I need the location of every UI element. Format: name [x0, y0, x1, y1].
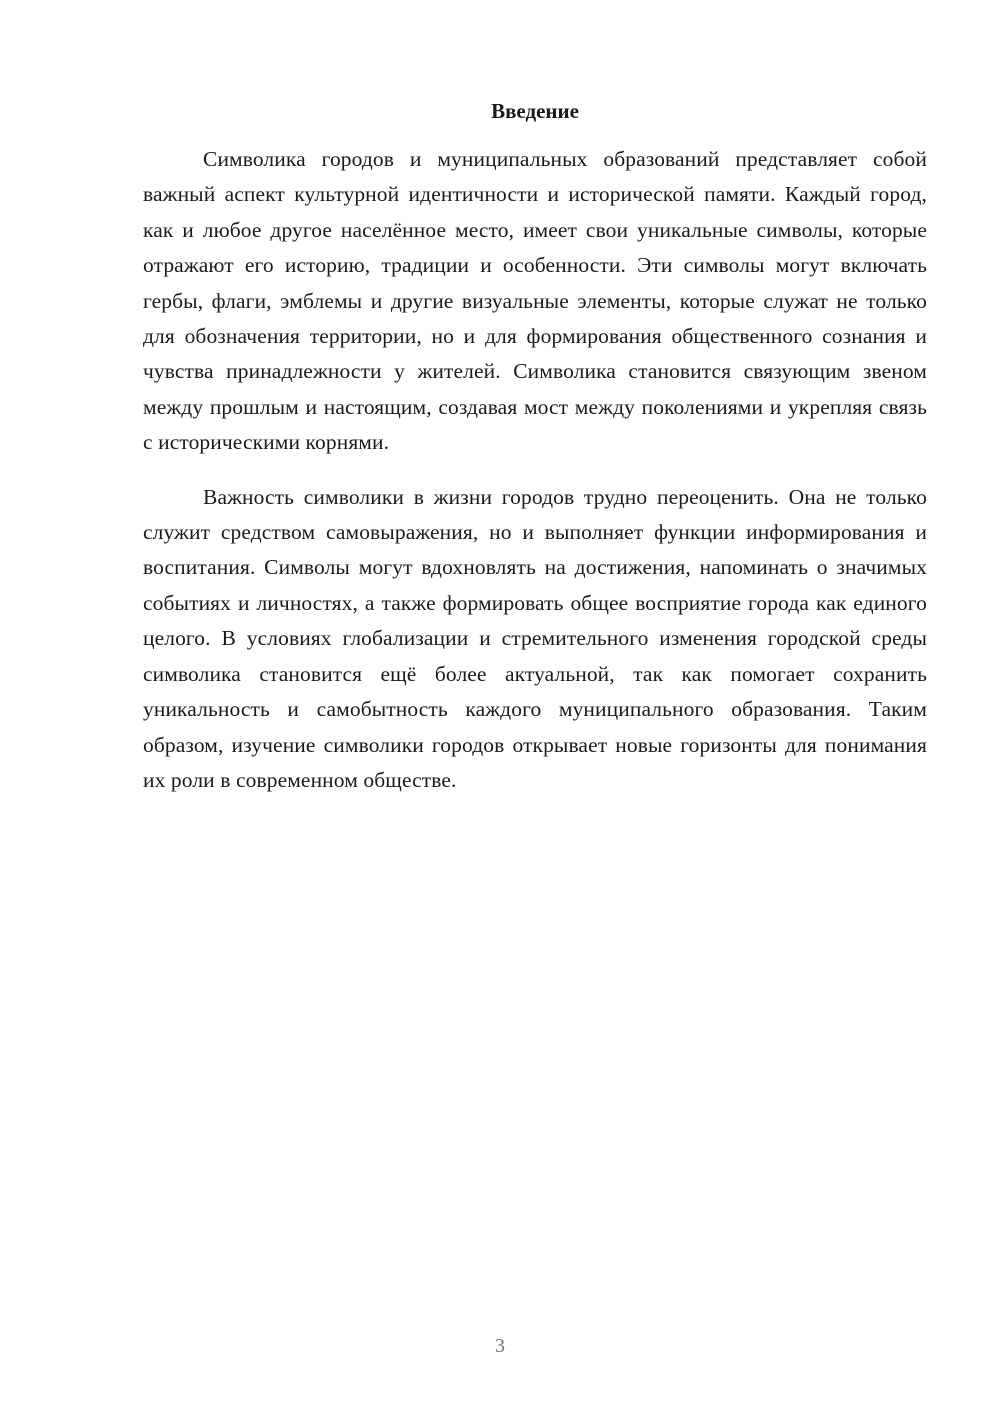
section-title: Введение: [491, 99, 579, 123]
section-body: [143, 142, 927, 817]
page-number: 3: [495, 1335, 505, 1357]
paragraph-1: Символика городов и муниципальных образований представляет собой важный аспект культурной идентичности и исторической памяти. Каждый город, как и любое другое населённое место, имеет свои уникальные символы, которые отражают его историю, традиции и особенности. Эти символы могут включать гербы, флаги, эмблемы и другие визуальные элементы, которые служат не только для обозначения территории, но и для формирования общественного сознания и чувства принадлежности у жителей. Символика становится связующим звеном между прошлым и настоящим, создавая мост между поколениями и укрепляя связь с историческими корнями.: [143, 147, 927, 455]
paragraph-2: Важность символики в жизни городов трудно переоценить. Она не только служит средством самовыражения, но и выполняет функции информирования и воспитания. Символы могут вдохновлять на достижения, напоминать о значимых событиях и личностях, а также формировать общее восприятие города как единого целого. В условиях глобализации и стремительного изменения городской среды символика становится ещё более актуальной, так как помогает сохранить уникальность и самобытность каждого муниципального образования. Таким образом, изучение символики городов открывает новые горизонты для понимания их роли в современном обществе.: [143, 484, 927, 792]
